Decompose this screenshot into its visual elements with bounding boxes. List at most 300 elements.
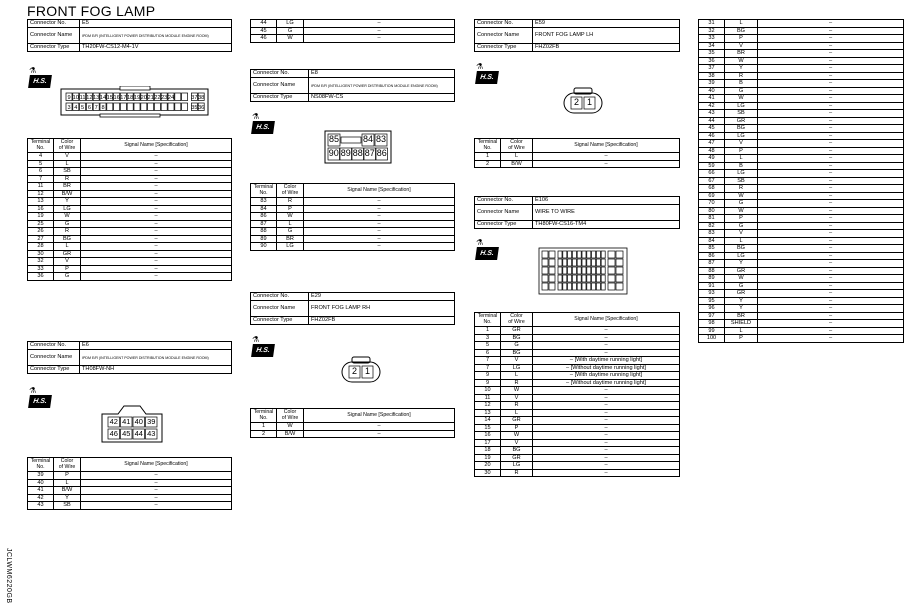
table-row: [251, 235, 455, 243]
table-row: [699, 72, 904, 80]
signal-name-cell: –: [304, 35, 455, 43]
wire-color-cell: BG: [725, 245, 758, 253]
wire-color-cell: R: [54, 175, 81, 183]
e106-connector-face: [538, 247, 628, 295]
connector-pin: [542, 275, 548, 282]
connector-pin: [542, 259, 548, 266]
table-row: [699, 42, 904, 50]
terminal-no-cell: 28: [28, 243, 54, 251]
signal-name-cell: –: [533, 439, 680, 447]
table-row: [475, 160, 680, 168]
signal-name-cell: –: [758, 335, 904, 343]
table-row: [699, 222, 904, 230]
wire-color-cell: P: [277, 205, 304, 213]
connector-pin: [616, 275, 623, 282]
e106-connector-name: WIRE TO WIRE: [533, 205, 680, 221]
connector-pin: [582, 251, 586, 258]
signal-name-cell: –: [304, 430, 455, 438]
signal-name-cell: –: [81, 479, 232, 487]
connector-no-label: Connector No.: [251, 293, 309, 301]
wire-color-cell: SB: [54, 502, 81, 510]
signal-name-header: Signal Name [Specification]: [304, 184, 455, 198]
terminal-no-cell: 46: [251, 35, 277, 43]
connector-pin: [608, 283, 615, 290]
wire-color-cell: Y: [725, 305, 758, 313]
table-row: [475, 402, 680, 410]
connector-plug-icon: ⚗: [476, 238, 484, 247]
connector-pin: [608, 259, 615, 266]
wire-color-cell: SB: [54, 168, 81, 176]
wire-color-cell: V: [725, 230, 758, 238]
terminal-no-cell: 19: [475, 454, 501, 462]
connector-pin: [127, 103, 133, 111]
terminal-no-cell: 89: [251, 235, 277, 243]
signal-name-cell: – [With daytime running light]: [533, 357, 680, 365]
signal-name-cell: –: [533, 327, 680, 335]
terminal-no-cell: 1: [251, 423, 277, 431]
signal-name-cell: –: [533, 394, 680, 402]
terminal-no-cell: 48: [699, 147, 725, 155]
e59-connector-type: FHZ02FB: [533, 44, 680, 52]
e5-connector-face: [60, 86, 210, 118]
table-row: [28, 175, 232, 183]
hs-label: H.S.: [251, 121, 275, 134]
signal-name-cell: –: [758, 27, 904, 35]
connector-pin: [577, 267, 581, 274]
wire-color-cell: G: [277, 27, 304, 35]
table-row: [475, 462, 680, 470]
signal-name-cell: –: [758, 260, 904, 268]
pin-number: 40: [134, 417, 143, 427]
pin-number: 3: [67, 104, 71, 111]
signal-name-cell: – [With daytime running light]: [533, 372, 680, 380]
wire-color-cell: V: [725, 140, 758, 148]
table-row: [475, 469, 680, 477]
table-row: [699, 320, 904, 328]
signal-name-cell: –: [81, 175, 232, 183]
pin-number: 35: [191, 104, 198, 111]
connector-type-label: Connector Type: [475, 221, 533, 229]
terminal-no-cell: 18: [475, 447, 501, 455]
wire-color-cell: B/W: [501, 160, 533, 168]
connector-pin: [587, 251, 591, 258]
terminal-no-cell: 46: [699, 132, 725, 140]
wire-color-cell: P: [501, 424, 533, 432]
e5-connector-type: TH20FW-CS12-M4-1V: [80, 44, 232, 52]
terminal-no-header: Terminal No.: [475, 139, 501, 153]
terminal-no-cell: 1: [475, 327, 501, 335]
wire-color-cell: R: [501, 402, 533, 410]
pin-number: 24: [167, 94, 175, 101]
e106-continued-table: [698, 19, 904, 343]
wire-color-cell: W: [501, 432, 533, 440]
table-row: [699, 260, 904, 268]
signal-name-cell: –: [758, 117, 904, 125]
table-row: [699, 57, 904, 65]
connector-pin: [120, 103, 126, 111]
connector-pin: [616, 283, 623, 290]
wire-color-cell: P: [54, 472, 81, 480]
table-row: [251, 35, 455, 43]
signal-name-cell: –: [81, 153, 232, 161]
pin-number: 1: [586, 97, 593, 108]
connector-pin: [582, 275, 586, 282]
terminal-no-cell: 16: [28, 205, 54, 213]
pin-number: 16: [113, 94, 120, 101]
wire-color-cell: R: [725, 185, 758, 193]
signal-name-cell: –: [81, 228, 232, 236]
connector-pin: [182, 93, 188, 101]
signal-name-cell: –: [533, 349, 680, 357]
signal-name-cell: –: [533, 424, 680, 432]
table-row: [251, 213, 455, 221]
terminal-no-cell: 88: [251, 228, 277, 236]
terminal-no-cell: 42: [699, 102, 725, 110]
table-row: [699, 20, 904, 28]
signal-name-cell: –: [304, 243, 455, 251]
table-row: [28, 213, 232, 221]
connector-pin: [107, 103, 113, 111]
signal-name-cell: –: [304, 228, 455, 236]
connector-pin: [601, 259, 605, 266]
table-row: [699, 200, 904, 208]
terminal-no-cell: 41: [699, 95, 725, 103]
wire-color-cell: GR: [725, 117, 758, 125]
wire-color-cell: G: [54, 220, 81, 228]
connector-pin: [558, 275, 562, 282]
signal-name-cell: –: [758, 42, 904, 50]
connector-pin: [608, 267, 615, 274]
connector-no-label: Connector No.: [251, 70, 309, 78]
connector-pin: [596, 283, 600, 290]
wire-color-cell: W: [725, 95, 758, 103]
wire-color-cell: GR: [725, 267, 758, 275]
pin-number: 5: [81, 104, 85, 111]
signal-name-cell: –: [533, 469, 680, 477]
connector-pin: [577, 275, 581, 282]
signal-name-cell: –: [81, 494, 232, 502]
pin-number: 44: [134, 429, 143, 439]
terminal-no-cell: 44: [699, 117, 725, 125]
signal-name-cell: –: [758, 87, 904, 95]
connector-pin: [558, 251, 562, 258]
table-row: [28, 265, 232, 273]
terminal-no-header: Terminal No.: [28, 458, 54, 472]
wire-color-cell: L: [501, 372, 533, 380]
connector-pin: [542, 267, 548, 274]
signal-name-cell: –: [758, 140, 904, 148]
table-row: [699, 50, 904, 58]
terminal-no-cell: 13: [475, 409, 501, 417]
terminal-no-cell: 34: [699, 42, 725, 50]
connector-pin: [582, 259, 586, 266]
wire-color-cell: G: [725, 87, 758, 95]
table-row: [475, 439, 680, 447]
signal-name-cell: –: [533, 454, 680, 462]
terminal-no-cell: 90: [251, 243, 277, 251]
e29-connector-no: E29: [309, 293, 455, 301]
wire-color-cell: L: [725, 327, 758, 335]
signal-name-cell: –: [758, 185, 904, 193]
connector-pin: [577, 259, 581, 266]
table-row: [699, 327, 904, 335]
connector-pin: [608, 275, 615, 282]
wire-color-cell: V: [725, 42, 758, 50]
e5-info-table: [27, 19, 232, 52]
signal-name-cell: –: [304, 213, 455, 221]
terminal-no-cell: 15: [475, 424, 501, 432]
terminal-no-cell: 49: [699, 155, 725, 163]
terminal-no-cell: 41: [28, 487, 54, 495]
connector-pin: [582, 283, 586, 290]
table-row: [475, 424, 680, 432]
wire-color-cell: GR: [501, 417, 533, 425]
terminal-no-cell: 84: [699, 237, 725, 245]
connector-type-label: Connector Type: [251, 317, 309, 325]
pin-number: 41: [122, 417, 131, 427]
wire-color-cell: Y: [54, 494, 81, 502]
terminal-no-cell: 3: [475, 334, 501, 342]
table-row: [28, 153, 232, 161]
terminal-no-cell: 17: [475, 439, 501, 447]
wire-color-cell: V: [54, 258, 81, 266]
wire-color-cell: G: [725, 282, 758, 290]
signal-name-cell: –: [758, 147, 904, 155]
signal-name-cell: –: [304, 235, 455, 243]
wire-color-cell: W: [54, 213, 81, 221]
pin-number: 88: [352, 148, 363, 159]
pin-number: 83: [375, 134, 387, 145]
terminal-no-cell: 39: [28, 472, 54, 480]
e59-info-table: [474, 19, 680, 52]
table-row: [28, 502, 232, 510]
pin-number: 36: [198, 104, 205, 111]
connector-pin: [601, 251, 605, 258]
table-row: [699, 87, 904, 95]
table-row: [28, 258, 232, 266]
wire-color-cell: SB: [725, 110, 758, 118]
pin-number: 10: [72, 94, 79, 101]
pin-number: 11: [79, 94, 86, 101]
wire-color-cell: W: [725, 275, 758, 283]
signal-name-cell: –: [81, 250, 232, 258]
table-row: [699, 215, 904, 223]
wire-color-cell: LG: [725, 252, 758, 260]
table-row: [251, 205, 455, 213]
e6-connector-name: IPDM E/R (INTELLIGENT POWER DISTRIBUTION MODULE ENGINE ROOM): [80, 350, 232, 366]
table-row: [699, 305, 904, 313]
connector-plug-icon: ⚗: [29, 386, 37, 395]
wire-color-cell: LG: [277, 243, 304, 251]
wire-color-cell: B: [725, 162, 758, 170]
table-row: [699, 297, 904, 305]
signal-name-cell: –: [758, 80, 904, 88]
wire-color-cell: R: [725, 72, 758, 80]
signal-name-cell: –: [304, 205, 455, 213]
wire-color-cell: BR: [725, 312, 758, 320]
pin-number: 39: [147, 417, 156, 427]
table-row: [699, 162, 904, 170]
connector-pin: [154, 103, 160, 111]
wire-color-cell: BG: [725, 27, 758, 35]
signal-name-cell: –: [81, 183, 232, 191]
e6-connector-no: E6: [80, 342, 232, 350]
terminal-no-cell: 32: [699, 27, 725, 35]
pin-number: 46: [109, 429, 118, 439]
table-row: [699, 117, 904, 125]
terminal-no-cell: 9: [475, 372, 501, 380]
table-row: [475, 379, 680, 387]
connector-pin: [572, 259, 576, 266]
table-row: [251, 220, 455, 228]
connector-pin: [549, 267, 555, 274]
terminal-no-cell: 45: [251, 27, 277, 35]
terminal-no-cell: 47: [699, 140, 725, 148]
table-row: [699, 207, 904, 215]
e106-info-table: [474, 196, 680, 229]
table-row: [475, 409, 680, 417]
connector-type-label: Connector Type: [28, 366, 80, 374]
signal-name-cell: –: [533, 462, 680, 470]
terminal-no-cell: 69: [699, 192, 725, 200]
wire-color-cell: P: [54, 265, 81, 273]
signal-name-cell: –: [758, 230, 904, 238]
wire-color-cell: G: [725, 200, 758, 208]
signal-name-cell: –: [533, 153, 680, 161]
table-row: [699, 252, 904, 260]
terminal-no-cell: 87: [699, 260, 725, 268]
signal-name-cell: –: [533, 334, 680, 342]
terminal-no-cell: 45: [699, 125, 725, 133]
connector-pin: [572, 251, 576, 258]
signal-name-cell: –: [81, 213, 232, 221]
table-row: [699, 140, 904, 148]
connector-pin: [558, 259, 562, 266]
signal-name-cell: – [Without daytime running light]: [533, 364, 680, 372]
signal-name-cell: –: [758, 162, 904, 170]
connector-pin: [568, 267, 572, 274]
e106-terminal-table: [474, 312, 680, 477]
terminal-no-cell: 35: [699, 50, 725, 58]
connector-pin: [596, 259, 600, 266]
connector-pin: [549, 259, 555, 266]
wire-color-cell: BG: [725, 125, 758, 133]
connector-pin: [114, 103, 120, 111]
table-row: [475, 334, 680, 342]
pin-number: 84: [362, 134, 374, 145]
connector-type-label: Connector Type: [251, 94, 309, 102]
e106-connector-no: E106: [533, 197, 680, 205]
terminal-no-cell: 89: [699, 275, 725, 283]
table-row: [699, 177, 904, 185]
table-row: [699, 35, 904, 43]
signal-name-cell: –: [758, 95, 904, 103]
pin-number: 45: [122, 429, 131, 439]
table-row: [475, 447, 680, 455]
signal-name-cell: –: [758, 252, 904, 260]
pin-number: 86: [376, 148, 387, 159]
table-row: [699, 95, 904, 103]
connector-plug-icon: ⚗: [252, 112, 260, 121]
connector-plug-icon: ⚗: [252, 335, 260, 344]
table-row: [699, 170, 904, 178]
signal-name-cell: –: [758, 192, 904, 200]
terminal-no-cell: 36: [699, 57, 725, 65]
connector-pin: [577, 283, 581, 290]
pin-number: 89: [340, 148, 351, 159]
terminal-no-cell: 36: [28, 273, 54, 281]
terminal-no-cell: 91: [699, 282, 725, 290]
wire-color-cell: W: [277, 213, 304, 221]
wire-color-header: Color of Wire: [501, 139, 533, 153]
signal-name-cell: –: [81, 273, 232, 281]
wire-color-cell: BG: [501, 334, 533, 342]
terminal-no-cell: 98: [699, 320, 725, 328]
wire-color-cell: L: [54, 160, 81, 168]
connector-type-label: Connector Type: [28, 44, 80, 52]
table-row: [28, 168, 232, 176]
terminal-no-cell: 81: [699, 215, 725, 223]
table-row: [251, 198, 455, 206]
pin-number: 38: [198, 94, 205, 101]
connector-pin: [572, 283, 576, 290]
terminal-no-cell: 30: [28, 250, 54, 258]
table-row: [475, 394, 680, 402]
connector-pin: [587, 267, 591, 274]
wire-color-header: Color of Wire: [277, 409, 304, 423]
terminal-no-cell: 9: [475, 379, 501, 387]
terminal-no-cell: 82: [699, 222, 725, 230]
e8-connector-no: E8: [309, 70, 455, 78]
connector-pin: [592, 251, 596, 258]
terminal-no-cell: 31: [699, 20, 725, 28]
signal-name-cell: –: [81, 205, 232, 213]
connector-no-label: Connector No.: [28, 20, 80, 28]
connector-pin: [592, 283, 596, 290]
terminal-no-header: Terminal No.: [251, 184, 277, 198]
connector-pin: [175, 93, 181, 101]
signal-name-cell: –: [758, 125, 904, 133]
pin-number: 8: [101, 104, 105, 111]
wire-color-cell: W: [501, 387, 533, 395]
connector-pin: [549, 251, 555, 258]
terminal-no-cell: 25: [28, 220, 54, 228]
wire-color-cell: BR: [54, 183, 81, 191]
connector-pin: [563, 267, 567, 274]
connector-name-label: Connector Name: [251, 301, 309, 317]
connector-type-label: Connector Type: [475, 44, 533, 52]
hs-label: H.S.: [251, 344, 275, 357]
table-row: [251, 228, 455, 236]
signal-name-cell: –: [304, 27, 455, 35]
signal-name-cell: –: [758, 200, 904, 208]
connector-pin: [542, 251, 548, 258]
terminal-no-cell: 83: [699, 230, 725, 238]
hs-label: H.S.: [475, 247, 499, 260]
pin-number: 6: [87, 104, 91, 111]
table-row: [28, 494, 232, 502]
terminal-no-header: Terminal No.: [28, 139, 54, 153]
pin-number: 85: [328, 134, 340, 145]
signal-name-cell: –: [758, 170, 904, 178]
wire-color-cell: G: [54, 273, 81, 281]
pin-number: 22: [154, 94, 161, 101]
signal-name-cell: –: [533, 432, 680, 440]
connector-pin: [587, 259, 591, 266]
signal-name-cell: –: [81, 235, 232, 243]
signal-name-cell: –: [758, 215, 904, 223]
terminal-no-header: Terminal No.: [251, 409, 277, 423]
